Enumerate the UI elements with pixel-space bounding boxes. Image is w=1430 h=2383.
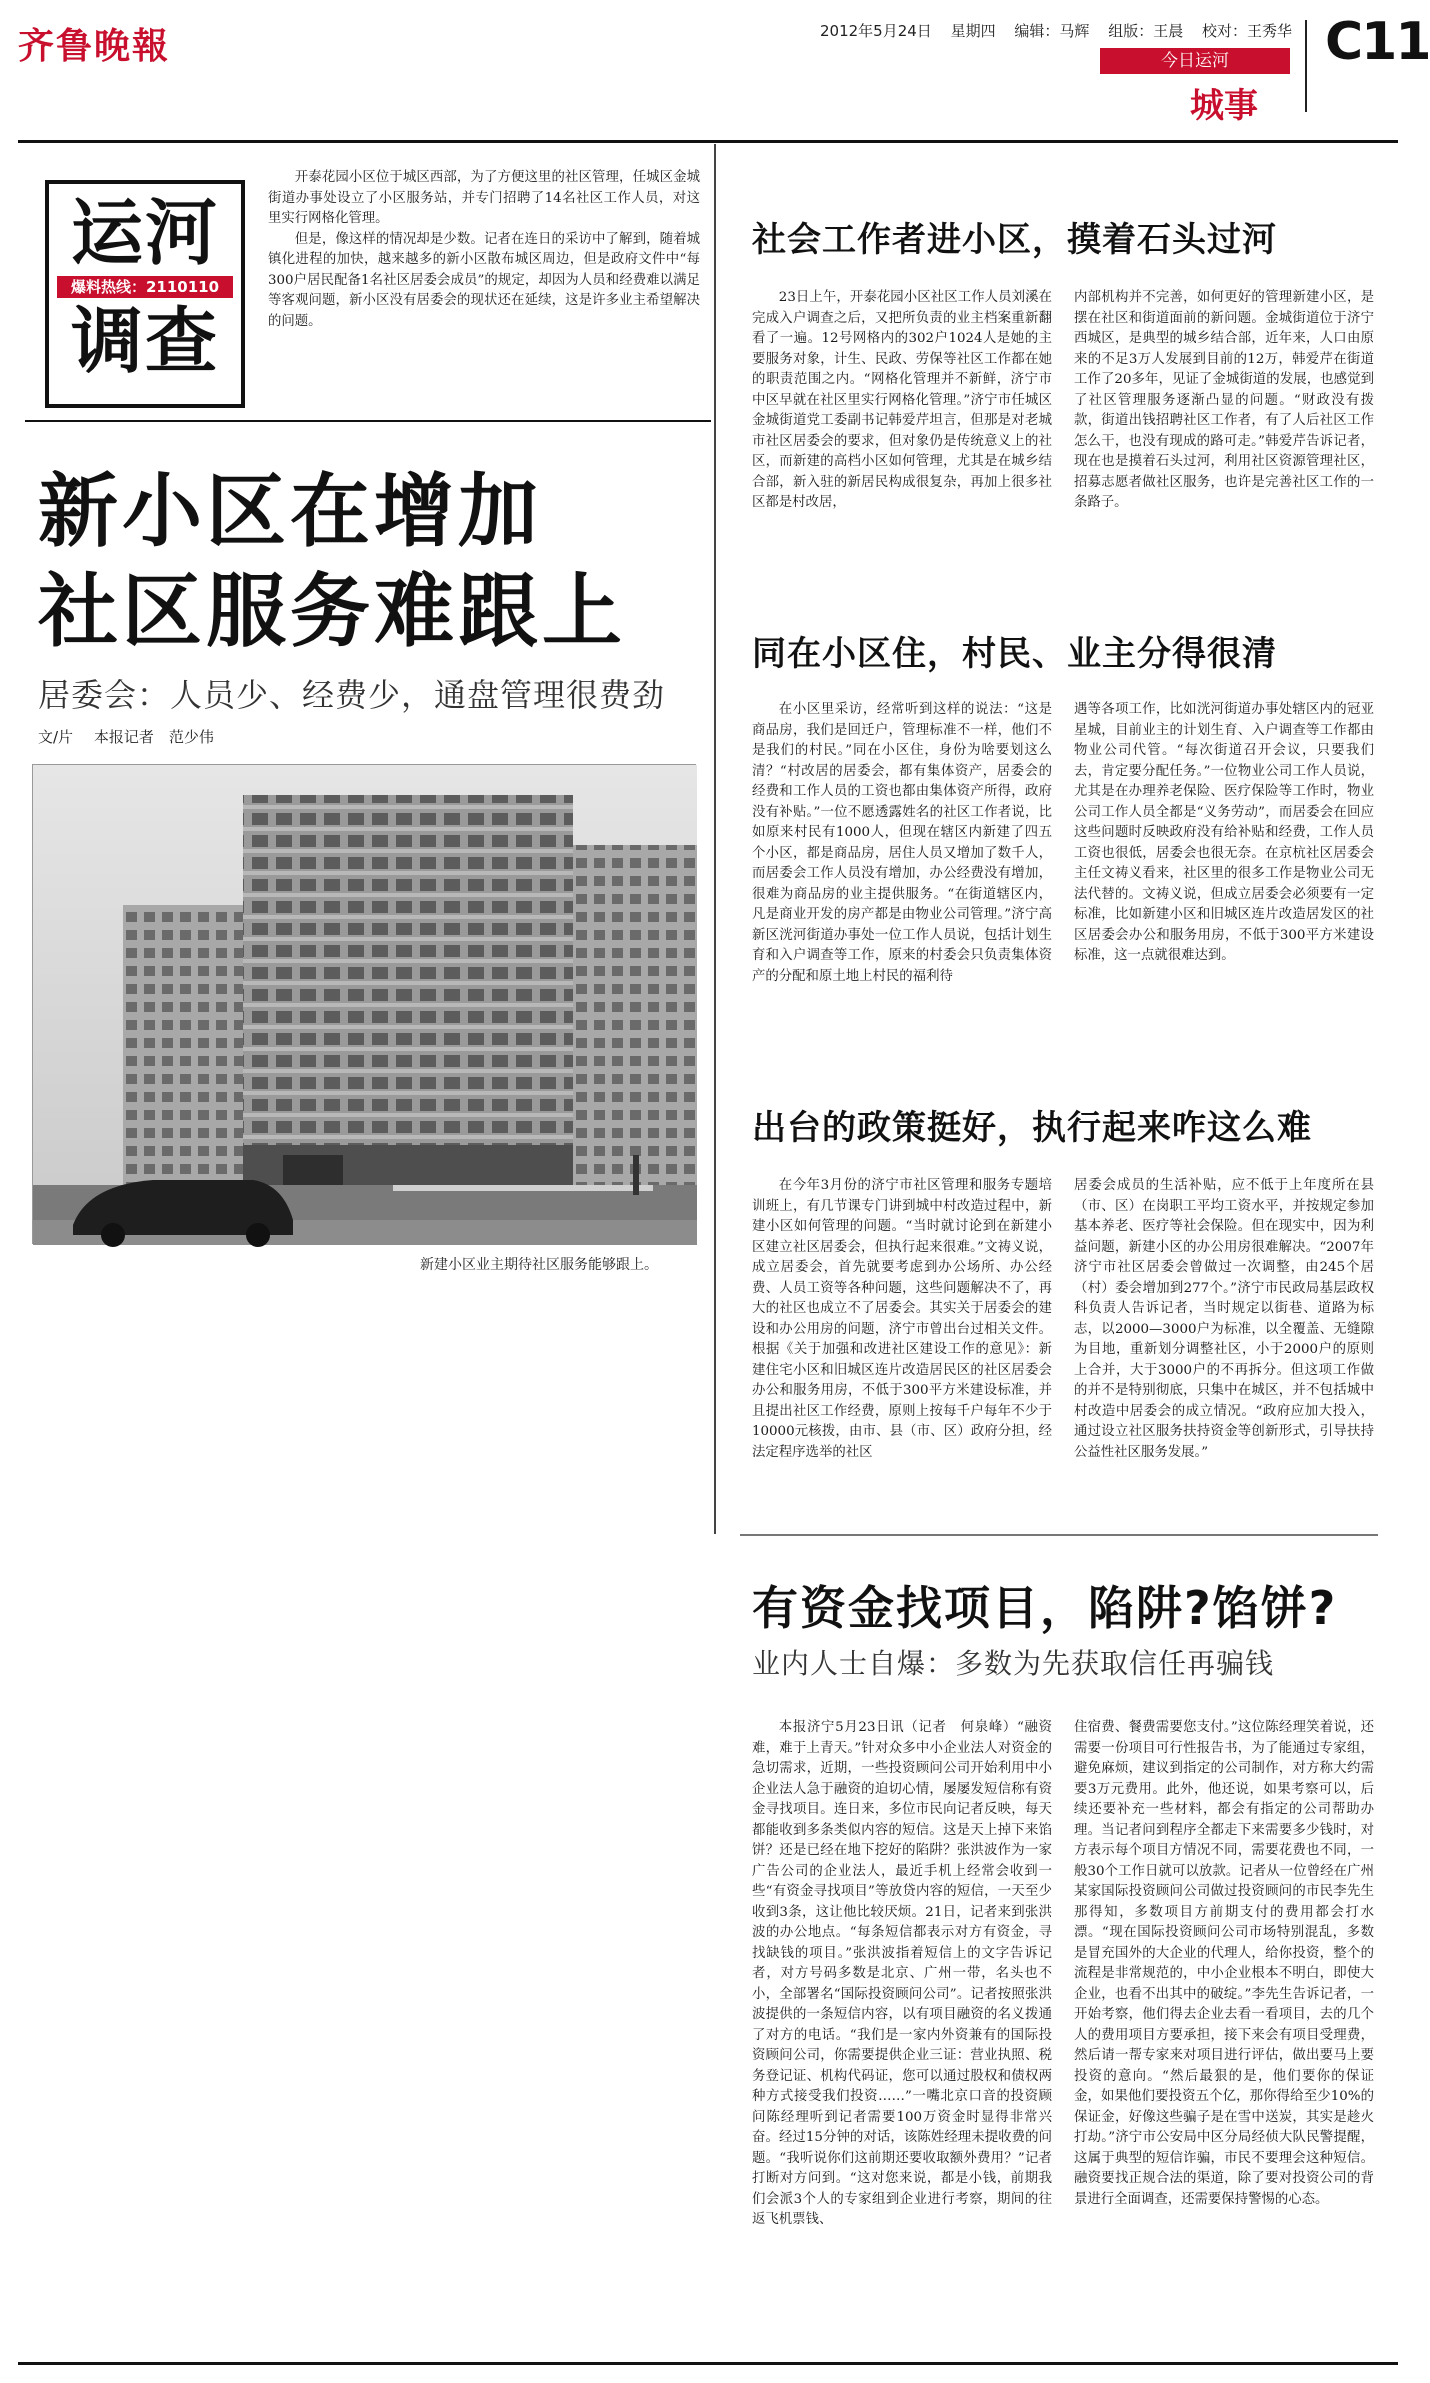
section-name: 城事 xyxy=(1190,86,1258,126)
bottom-rule xyxy=(18,2362,1398,2365)
section2-col-right: 遇等各项工作，比如洸河街道办事处辖区内的冠亚星城，目前业主的计划生育、入户调查等工作都由物业公司代管。“每次街道召开会议，只要我们去，肯定要分配任务。”一位物业公司工作人员说，尤其是在办理养老保险、医疗保险等工作时，物业公司工作人员全都是“义务劳动”，而居委会在回应这些问题时反映政府没有给补贴和经费，工作人员工资也很低，居委会也很无奈。在京杭社区居委会主任文祷义看来，社区里的很多工作是物业公司无法代替的。文祷义说，但成立居委会必须要有一定标准，比如新建小区和旧城区连片改造居发区的社区居委会办公和服务用房，不低于300平方米建设标准，这一点就很难达到。 xyxy=(1074,702,1374,963)
article2-col-left: 本报济宁5月23日讯（记者 何泉峰）“融资难，难于上青天。”针对众多中小企业法人对资金的急切需求，近期，一些投资顾问公司开始利用中小企业法人急于融资的迫切心情，屡屡发短信称有资金寻找项目。连日来，多位市民向记者反映，每天都能收到多条类似内容的短信。这是天上掉下来馅饼？还是已经在地下挖好的陷阱？张洪波作为一家广告公司的企业法人，最近手机上经常会收到一些“有资金寻找项目”等放贷内容的短信，一天至少收到3条，这让他比较厌烦。21日，记者来到张洪波的办公地点。“每条短信都表示对方有资金，寻找缺钱的项目。”张洪波指着短信上的文字告诉记者，对方号码多数是北京、广州一带，名头也不小，全部署名“国际投资顾问公司”。记者按照张洪波提供的一条短信内容，以有项目融资的名义拨通了对方的电话。“我们是一家内外资兼有的国际投资顾问公司，你需要提供企业三证：营业执照、税务登记证、机构代码证，您可以通过股权和债权两种方式接受我们投资……”一嘴北京口音的投资顾问陈经理听到记者需要100万资金时显得非常兴奋。经过15分钟的对话，该陈姓经理未提收费的问题。“我听说你们这前期还要收取额外费用？”记者打断对方问到。“这对您来说，都是小钱，前期我们会派3个人的专家组到企业进行考察，期间的往返飞机票钱、 xyxy=(752,1720,1052,2227)
headline-line-2: 社区服务难跟上 xyxy=(38,565,626,658)
section1-col-right: 内部机构并不完善，如何更好的管理新建小区，是摆在社区和街道面前的新问题。金城街道位于济宁西城区，是典型的城乡结合部，近年来，人口由原来的不足3万人发展到目前的12万，韩爱芹在街道工作了20多年，见证了金城街道的发展，也感觉到了社区管理服务逐渐凸显的问题。“财政没有拨款，街道出钱招聘社区工作者，有了人后社区工作怎么干，也没有现成的路可走。”韩爱芹告诉记者，现在也是摸着石头过河，利用社区资源管理社区，招募志愿者做社区服务，也许是完善社区工作的一条路子。 xyxy=(1074,290,1374,510)
newspaper-logo: 齐鲁晚報 xyxy=(18,25,171,67)
issue-meta xyxy=(820,20,1306,41)
lead-paragraph-1: 开泰花园小区位于城区西部，为了方便这里的社区管理，任城区金城街道办事处设立了小区服务站，并专门招聘了14名社区工作人员，对这里实行网格化管理。 xyxy=(268,170,700,226)
article2-col-right: 住宿费、餐费需要您支付。”这位陈经理笑着说，还需要一份项目可行性报告书，为了能通过专家组，避免麻烦，建议到指定的公司制作，对方称大约需要3万元费用。此外，他还说，如果考察可以，后续还要补充一些材料，都会有指定的公司帮助办理。当记者问到程序全都走下来需要多少钱时，对方表示每个项目方情况不同，需要花费也不同，一般30个工作日就可以放款。记者从一位曾经在广州某家国际投资顾问公司做过投资顾问的市民李先生那得知，多数项目方前期支付的费用都会打水漂。“现在国际投资顾问公司市场特别混乱，多数是冒充国外的大企业的代理人，给你投资，整个的流程是非常规范的，中小企业根本不明白，即使大企业，也看不出其中的破绽。”李先生告诉记者，一开始考察，他们得去企业去看一看项目，去的几个人的费用项目方要承担，接下来会有项目受理费，然后请一帮专家来对项目进行评估，做出要马上要投资的意向。“然后最狠的是，他们要你的保证金，如果他们要投资五个亿，那你得给至少10%的保证金，好像这些骗子是在雪中送炭，其实是趁火打劫。”济宁市公安局中区分局经侦大队民警提醒，这属于典型的短信诈骗，市民不要理会这种短信。融资要找正规合法的渠道，除了要对投资公司的背景进行全面调查，还需要保持警惕的心态。 xyxy=(1074,1720,1374,2207)
article-divider xyxy=(740,1534,1378,1536)
page-number: C11 xyxy=(1325,12,1430,72)
issue-date: 2012年5月24日 xyxy=(820,22,932,40)
section3-title: 出台的政策挺好，执行起来咋这么难 xyxy=(752,1108,1312,1148)
byline xyxy=(38,726,230,747)
column-logo-line2: 调查 xyxy=(70,299,219,383)
article2-subtitle: 业内人士自爆：多数为先获取信任再骗钱 xyxy=(752,1647,1275,1680)
lead-rule xyxy=(25,420,711,422)
top-rule xyxy=(18,140,1398,143)
lead-paragraphs xyxy=(268,168,700,332)
section3-col-right: 居委会成员的生活补贴，应不低于上年度所在县（市、区）在岗职工平均工资水平，并按规定参加基本养老、医疗等社会保险。但在现实中，因为利益问题，新建小区的办公用房很难解决。“2007年济宁市社区居委会曾做过一次调整，由245个居（村）委会增加到277个。”济宁市民政局基层政权科负责人告诉记者，当时规定以街巷、道路为标志，以2000—3000户为标准，以全覆盖、无缝隙为目地，重新划分调整社区，小于2000户的原则上合并，大于3000户的不再拆分。但这项工作做的并不是特别彻底，只集中在城区，并不包括城中村改造中居委会的成立情况。“政府应加大投入，通过设立社区服务扶持资金等创新形式，引导扶持公益性社区服务发展。” xyxy=(1074,1178,1374,1460)
column-logo-line1: 运河 xyxy=(70,191,219,275)
section1-col-left: 23日上午，开泰花园小区社区工作人员刘溪在完成入户调查之后，又把所负责的业主档案重新翻看了一遍。12号网格内的302户1024人是她的主要服务对象，计生、民政、劳保等社区工作都在她的职责范围之内。“网格化管理并不新鲜，济宁市中区早就在社区里实行网格化管理。”济宁市任城区金城街道党工委副书记韩爱芹坦言，但那是对老城市社区居委会的要求，但对象仍是传统意义上的社区，而新建的高档小区如何管理，尤其是在城乡结合部，新入驻的新居民构成很复杂，再加上很多社区都是村改居， xyxy=(752,290,1052,510)
byline-label: 文/片 xyxy=(38,728,74,746)
article2-title: 有资金找项目，陷阱?馅饼? xyxy=(752,1581,1338,1635)
proofreader-credit: 校对：王秀华 xyxy=(1201,22,1292,40)
column-divider xyxy=(714,144,716,1534)
section2-col-left: 在小区里采访，经常听到这样的说法：“这是商品房，我们是回迁户，管理标准不一样，他们不是我们的村民。”同在小区住，身份为啥要划这么清？“村改居的居委会，都有集体资产，居委会的经费和工作人员的工资也都由集体资产所得，政府没有补贴。”一位不愿透露姓名的社区工作者说，比如原来村民有1000人，但现在辖区内新建了四五个小区，都是商品房，居住人员又增加了数千人，而居委会工作人员没有增加，办公经费没有增加，很难为商品房的业主提供服务。“在街道辖区内，凡是商业开发的房产都是由物业公司管理。”济宁高新区洸河街道办事处一位工作人员说，包括计划生育和入户调查等工作，原来的村委会只负责集体资产的分配和原土地上村民的福利待 xyxy=(752,702,1052,984)
column-logo xyxy=(45,180,245,408)
headline-subtitle: 居委会：人员少、经费少，通盘管理很费劲 xyxy=(38,676,666,714)
photo-illustration xyxy=(33,765,697,1245)
photo-caption: 新建小区业主期待社区服务能够跟上。 xyxy=(420,1257,658,1273)
editor-credit: 编辑：马辉 xyxy=(1014,22,1090,40)
byline-name: 本报记者 范少伟 xyxy=(93,728,214,746)
section-tag: 今日运河 xyxy=(1100,48,1290,74)
news-photo xyxy=(32,764,696,1244)
section3-col-left: 在今年3月份的济宁市社区管理和服务专题培训班上，有几节课专门讲到城中村改造过程中，新建小区如何管理的问题。“当时就讨论到在新建小区建立社区居委会，但执行起来很难。”文祷义说，成立居委会，首先就要考虑到办公场所、办公经费、人员工资等各种问题，这些问题解决不了，再大的社区也成立不了居委会。其实关于居委会的建设和办公用房的问题，济宁市曾出台过相关文件。根据《关于加强和改进社区建设工作的意见》：新建住宅小区和旧城区连片改造居民区的社区居委会办公和服务用房，不低于300平方米建设标准，并且提出社区工作经费，原则上按每千户每年不少于10000元核拨，由市、县（市、区）政府分担，经法定程序选举的社区 xyxy=(752,1178,1052,1460)
masthead-divider xyxy=(1305,20,1307,112)
section1-title: 社会工作者进小区，摸着石头过河 xyxy=(752,220,1277,260)
lead-paragraph-2: 但是，像这样的情况却是少数。记者在连日的采访中了解到，随着城镇化进程的加快，越来越多的新小区散布城区周边，但是政府文件中“每300户居民配备1名社区居委会成员”的规定，却因为人员和经费难以满足等客观问题，新小区没有居委会的现状还在延续，这是许多业主希望解决的问题。 xyxy=(268,231,700,329)
designer-credit: 组版：王晨 xyxy=(1108,22,1184,40)
section2-title: 同在小区住，村民、业主分得很清 xyxy=(752,634,1277,674)
main-headline xyxy=(38,462,626,662)
hotline-badge: 爆料热线：2110110 xyxy=(57,276,233,298)
issue-weekday: 星期四 xyxy=(950,22,996,40)
headline-line-1: 新小区在增加 xyxy=(38,465,542,558)
